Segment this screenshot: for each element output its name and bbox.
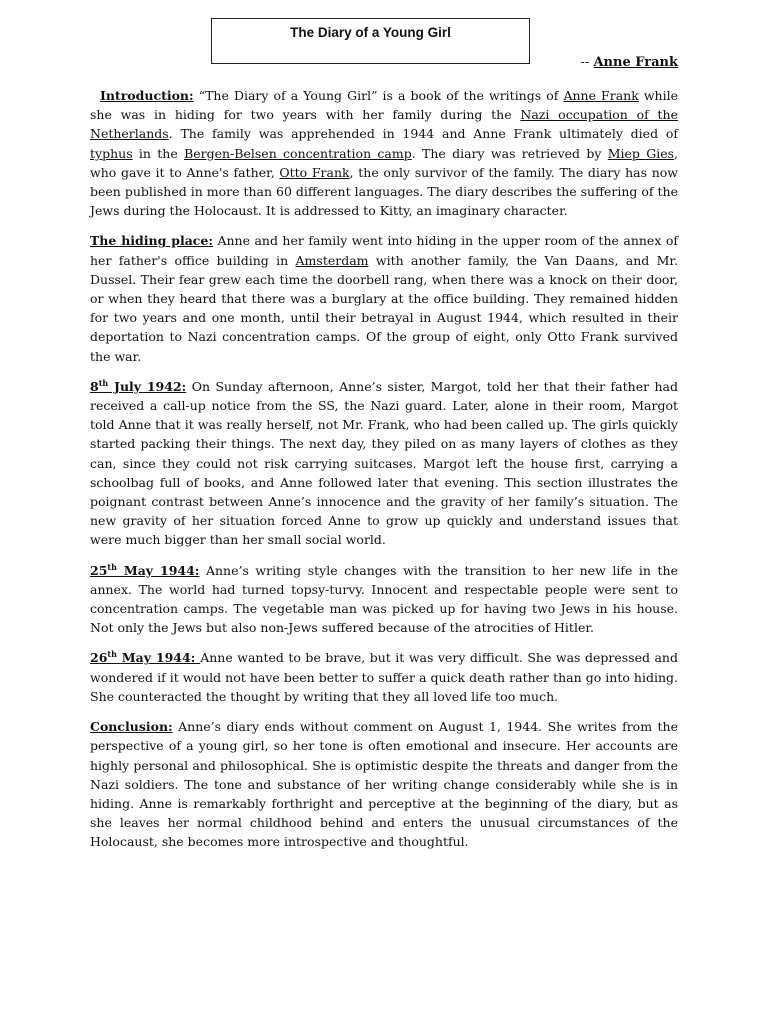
hiding-place-paragraph [90, 231, 678, 365]
heading-ordinal: th [107, 649, 117, 660]
link-bergen-belsen[interactable]: Bergen-Belsen concentration camp [184, 145, 412, 161]
text-run: Anne wanted to be brave, but it was very difficult. She was depressed and wondered if it would not have been better to suffer a quick death rather than go into hiding. She counteracted the thought by writing that they all loved life too much. [90, 650, 678, 704]
heading-day: 8 [90, 378, 99, 394]
link-nazi-occupation[interactable]: Nazi occupation of the Netherlands [90, 107, 678, 142]
conclusion-paragraph [90, 717, 678, 851]
text-run: “The Diary of a Young Girl” is a book of the writings of [193, 88, 564, 103]
text-run: Anne’s diary ends without comment on August 1, 1944. She writes from the perspective of a young girl, so her tone is often emotional and insecure. Her accounts are highly personal and philosophical. She is optimistic despite the threats and danger from the Nazi soldiers. The tone and substance of her writing change considerably while she is in hiding. Anne is remarkably forthright and perceptive at the beginning of the diary, but as she leaves her normal childhood behind and enters the unusual circumstances of the Holocaust, she becomes more introspective and thoughtful. [90, 719, 678, 850]
text-run: . The family was apprehended in 1944 and Anne Frank ultimately died of [168, 126, 678, 142]
text-run: in the [132, 145, 185, 161]
heading-day: 26 [90, 650, 108, 666]
text-run: Anne and her family went into hiding in the upper room of the annex of her father's office building in [90, 233, 678, 268]
link-typhus[interactable]: typhus [90, 145, 133, 161]
link-otto-frank[interactable]: Otto Frank [279, 164, 350, 180]
may-26-1944-paragraph [90, 648, 678, 706]
july-1942-heading [90, 379, 186, 394]
text-run: . The diary was retrieved by [411, 145, 608, 161]
title-box [211, 18, 530, 64]
text-run: , who gave it to Anne's father, [90, 145, 679, 180]
may-25-1944-heading [90, 563, 199, 578]
hiding-place-heading: The hiding place: [90, 233, 213, 249]
link-amsterdam[interactable]: Amsterdam [295, 252, 369, 268]
document-title: The Diary of a Young Girl [290, 25, 451, 40]
introduction-paragraph [90, 86, 678, 220]
author-name: Anne Frank [593, 55, 678, 70]
link-miep-gies[interactable]: Miep Gies [607, 145, 675, 161]
link-anne-frank[interactable]: Anne Frank [563, 88, 639, 103]
heading-date: May 1944: [116, 562, 200, 578]
text-run: On Sunday afternoon, Anne’s sister, Margot, told her that their father had received a call-up notice from the SS, the Nazi guard. Later, alone in their room, Margot told Anne that it was really herself, not Mr. Frank, who had been called up. The girls quickly started packing their things. The next day, they piled on as many layers of clothes as they can, since they could not risk carrying suitcases. Margot left the house first, carrying a schoolbag full of books, and Anne followed later that evening. This section illustrates the poignant contrast between Anne’s innocence and the gravity of her family’s situation. The new gravity of her situation forced Anne to grow up quickly and understand issues that were much bigger than her small social world. [90, 378, 678, 548]
document-body [90, 86, 678, 863]
heading-date: July 1942: [108, 378, 187, 394]
text-run: , the only survivor of the family. The diary has now been published in more than 60 different languages. The diary describes the suffering of the Jews during the Holocaust. It is addressed to Kitty, an imaginary character. [90, 164, 678, 219]
july-1942-paragraph [90, 377, 678, 550]
author-prefix: -- [580, 55, 594, 70]
author-line [581, 55, 678, 70]
heading-date: May 1944: [116, 650, 201, 666]
heading-ordinal: th [98, 377, 109, 388]
text-run: Anne’s writing style changes with the transition to her new life in the annex. The world had turned topsy-turvy. Innocent and respectable people were sent to concentration camps. The vegetable man was picked up for having two Jews in his house. Not only the Jews but also non-Jews suffered because of the atrocities of Hitler. [90, 562, 678, 636]
may-25-1944-paragraph [90, 561, 678, 638]
introduction-heading: Introduction: [100, 88, 194, 103]
heading-ordinal: th [107, 561, 117, 572]
may-26-1944-heading [90, 650, 200, 665]
text-run: while she was in hiding for two years with her family during the [90, 88, 678, 123]
text-run: with another family, the Van Daans, and Mr. Dussel. Their fear grew each time the doorbell rang, when there was a knock on their door, or when they heard that there was a burglary at the office building. They remained hidden for two years and one month, until their betrayal in August 1944, which resulted in their deportation to Nazi concentration camps. Of the group of eight, only Otto Frank survived the war. [90, 252, 679, 364]
heading-day: 25 [90, 562, 108, 578]
conclusion-heading: Conclusion: [90, 719, 173, 735]
